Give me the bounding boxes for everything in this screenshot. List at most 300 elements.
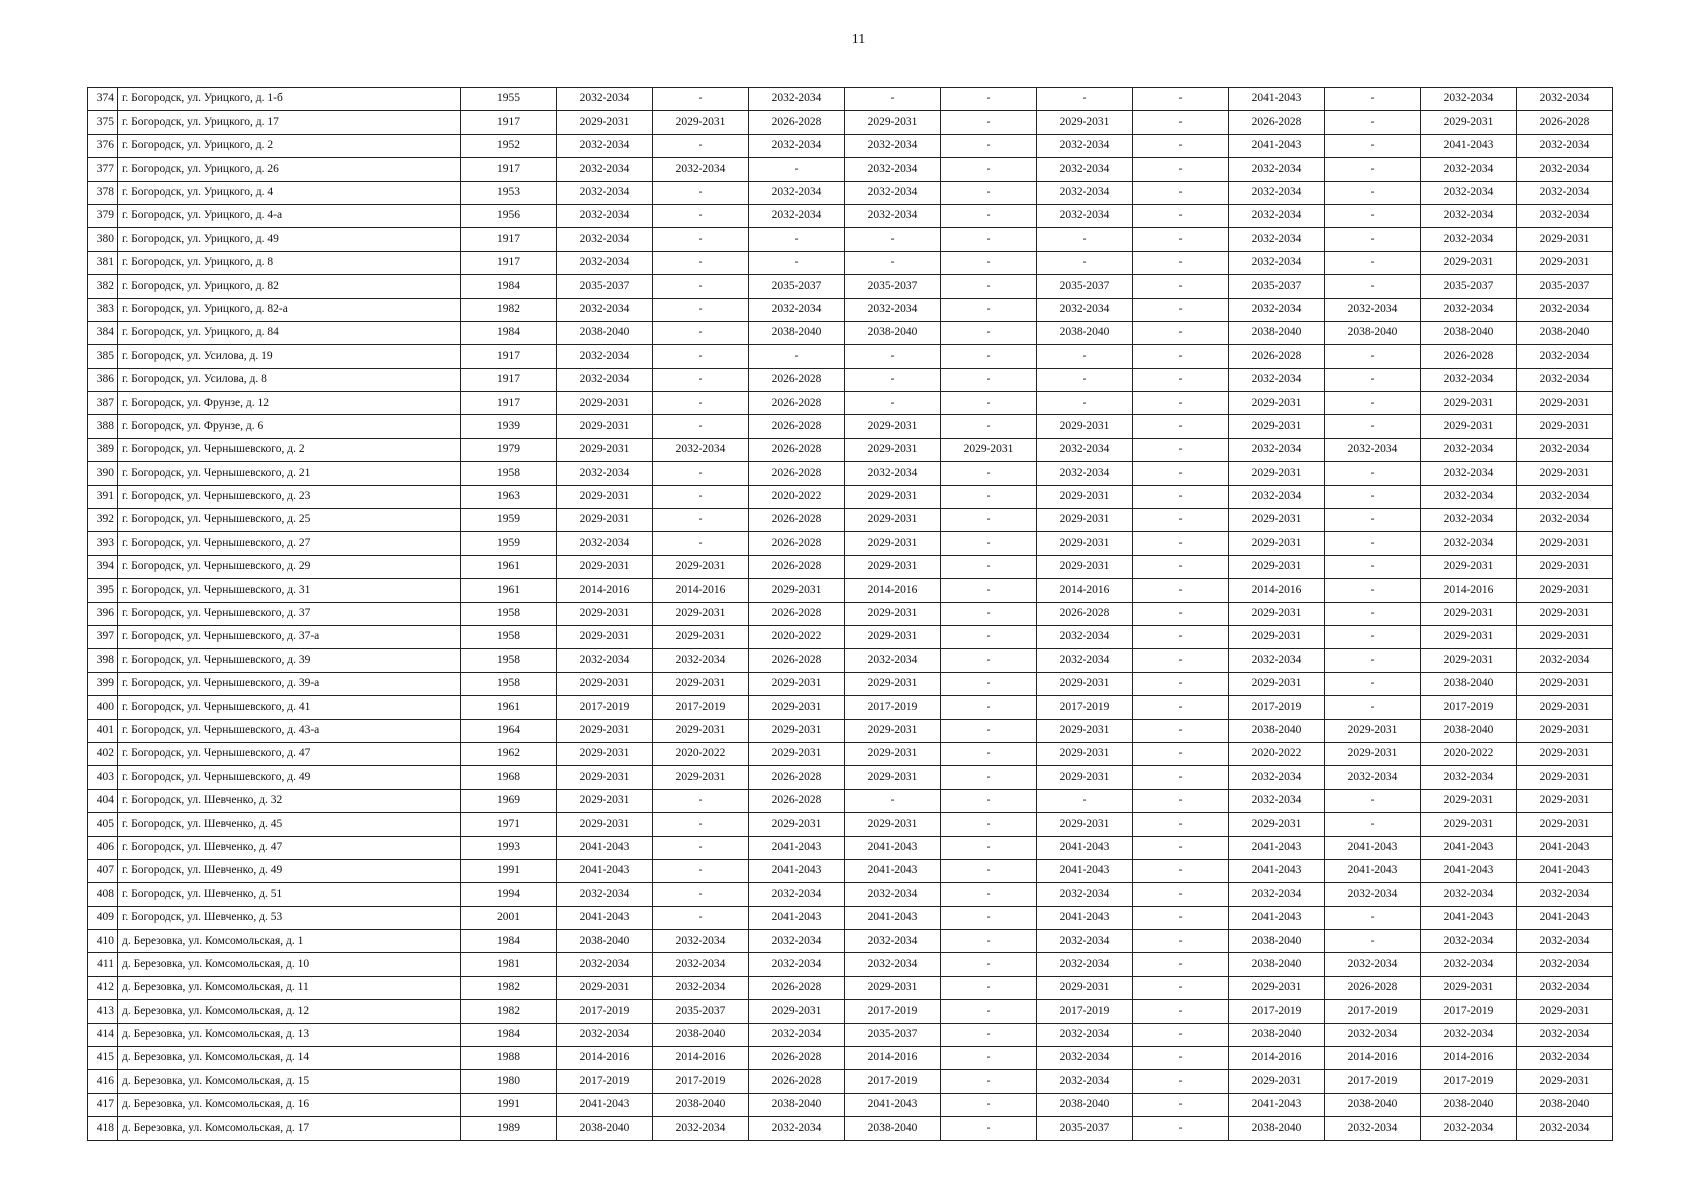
row-number-cell: 391 (88, 485, 118, 508)
period-8-cell: 2032-2034 (1229, 228, 1325, 251)
period-2-cell: - (653, 415, 749, 438)
address-cell: г. Богородск, ул. Чернышевского, д. 31 (118, 579, 461, 602)
address-cell: г. Богородск, ул. Чернышевского, д. 47 (118, 742, 461, 765)
period-5-cell: - (941, 930, 1037, 953)
period-3-cell: 2038-2040 (749, 321, 845, 344)
address-cell: г. Богородск, ул. Урицкого, д. 49 (118, 228, 461, 251)
period-8-cell: 2029-2031 (1229, 415, 1325, 438)
period-5-cell: - (941, 859, 1037, 882)
period-8-cell: 2035-2037 (1229, 275, 1325, 298)
row-number-cell: 380 (88, 228, 118, 251)
construction-year-cell: 1989 (461, 1117, 557, 1140)
period-7-cell: - (1133, 415, 1229, 438)
period-5-cell: - (941, 228, 1037, 251)
period-6-cell: 2032-2034 (1037, 158, 1133, 181)
construction-year-cell: 1917 (461, 345, 557, 368)
table-row (88, 813, 1613, 836)
period-11-cell: 2029-2031 (1517, 602, 1613, 625)
period-7-cell: - (1133, 298, 1229, 321)
row-number-cell: 375 (88, 111, 118, 134)
period-3-cell: 2029-2031 (749, 672, 845, 695)
period-4-cell: 2041-2043 (845, 906, 941, 929)
address-cell: г. Богородск, ул. Фрунзе, д. 12 (118, 392, 461, 415)
period-9-cell: 2017-2019 (1325, 1070, 1421, 1093)
period-7-cell: - (1133, 1117, 1229, 1140)
period-4-cell: 2032-2034 (845, 204, 941, 227)
row-number-cell: 407 (88, 859, 118, 882)
period-11-cell: 2029-2031 (1517, 579, 1613, 602)
address-cell: г. Богородск, ул. Урицкого, д. 4-а (118, 204, 461, 227)
period-5-cell: - (941, 204, 1037, 227)
row-number-cell: 387 (88, 392, 118, 415)
address-cell: г. Богородск, ул. Шевченко, д. 51 (118, 883, 461, 906)
period-10-cell: 2029-2031 (1421, 602, 1517, 625)
period-4-cell: 2029-2031 (845, 485, 941, 508)
period-5-cell: - (941, 368, 1037, 391)
period-11-cell: 2029-2031 (1517, 719, 1613, 742)
period-1-cell: 2029-2031 (557, 485, 653, 508)
period-3-cell: 2032-2034 (749, 930, 845, 953)
period-11-cell: 2032-2034 (1517, 1023, 1613, 1046)
period-3-cell: 2026-2028 (749, 438, 845, 461)
period-1-cell: 2017-2019 (557, 1070, 653, 1093)
table-row (88, 859, 1613, 882)
period-3-cell: 2026-2028 (749, 555, 845, 578)
construction-year-cell: 1971 (461, 813, 557, 836)
period-2-cell: - (653, 204, 749, 227)
period-10-cell: 2029-2031 (1421, 251, 1517, 274)
period-7-cell: - (1133, 836, 1229, 859)
period-10-cell: 2017-2019 (1421, 696, 1517, 719)
period-1-cell: 2032-2034 (557, 883, 653, 906)
period-3-cell: 2029-2031 (749, 1000, 845, 1023)
period-6-cell: - (1037, 228, 1133, 251)
period-9-cell: - (1325, 696, 1421, 719)
address-cell: г. Богородск, ул. Чернышевского, д. 39-а (118, 672, 461, 695)
period-9-cell: - (1325, 509, 1421, 532)
period-9-cell: - (1325, 532, 1421, 555)
period-5-cell: - (941, 1093, 1037, 1116)
period-3-cell: 2026-2028 (749, 789, 845, 812)
period-5-cell: - (941, 392, 1037, 415)
construction-year-cell: 1939 (461, 415, 557, 438)
period-2-cell: - (653, 251, 749, 274)
period-5-cell: - (941, 158, 1037, 181)
period-8-cell: 2041-2043 (1229, 906, 1325, 929)
construction-year-cell: 1917 (461, 111, 557, 134)
period-3-cell: 2029-2031 (749, 719, 845, 742)
period-2-cell: 2029-2031 (653, 766, 749, 789)
period-7-cell: - (1133, 953, 1229, 976)
period-9-cell: - (1325, 158, 1421, 181)
period-6-cell: 2032-2034 (1037, 883, 1133, 906)
period-7-cell: - (1133, 696, 1229, 719)
table-row (88, 321, 1613, 344)
period-11-cell: 2032-2034 (1517, 976, 1613, 999)
period-5-cell: - (941, 953, 1037, 976)
period-5-cell: - (941, 88, 1037, 111)
period-4-cell: 2041-2043 (845, 836, 941, 859)
row-number-cell: 416 (88, 1070, 118, 1093)
period-8-cell: 2014-2016 (1229, 579, 1325, 602)
period-6-cell: 2032-2034 (1037, 1047, 1133, 1070)
construction-year-cell: 1994 (461, 883, 557, 906)
period-10-cell: 2029-2031 (1421, 789, 1517, 812)
period-10-cell: 2029-2031 (1421, 649, 1517, 672)
address-cell: г. Богородск, ул. Чернышевского, д. 21 (118, 462, 461, 485)
period-9-cell: - (1325, 228, 1421, 251)
period-4-cell: 2029-2031 (845, 111, 941, 134)
period-11-cell: 2032-2034 (1517, 1047, 1613, 1070)
period-9-cell: 2032-2034 (1325, 438, 1421, 461)
row-number-cell: 405 (88, 813, 118, 836)
period-1-cell: 2017-2019 (557, 696, 653, 719)
period-7-cell: - (1133, 602, 1229, 625)
period-8-cell: 2029-2031 (1229, 555, 1325, 578)
period-3-cell: 2026-2028 (749, 976, 845, 999)
construction-year-cell: 1955 (461, 88, 557, 111)
row-number-cell: 406 (88, 836, 118, 859)
period-6-cell: 2029-2031 (1037, 672, 1133, 695)
row-number-cell: 411 (88, 953, 118, 976)
period-2-cell: - (653, 134, 749, 157)
construction-year-cell: 1958 (461, 602, 557, 625)
row-number-cell: 396 (88, 602, 118, 625)
period-8-cell: 2029-2031 (1229, 532, 1325, 555)
period-5-cell: - (941, 298, 1037, 321)
period-9-cell: - (1325, 672, 1421, 695)
period-9-cell: - (1325, 930, 1421, 953)
construction-year-cell: 1984 (461, 1023, 557, 1046)
table-row (88, 392, 1613, 415)
period-2-cell: 2032-2034 (653, 1117, 749, 1140)
period-6-cell: - (1037, 345, 1133, 368)
period-6-cell: 2032-2034 (1037, 438, 1133, 461)
construction-year-cell: 1958 (461, 672, 557, 695)
period-5-cell: - (941, 1000, 1037, 1023)
period-11-cell: 2032-2034 (1517, 181, 1613, 204)
period-9-cell: - (1325, 579, 1421, 602)
table-row (88, 438, 1613, 461)
period-10-cell: 2032-2034 (1421, 485, 1517, 508)
period-2-cell: - (653, 509, 749, 532)
period-7-cell: - (1133, 321, 1229, 344)
period-8-cell: 2032-2034 (1229, 181, 1325, 204)
period-7-cell: - (1133, 719, 1229, 742)
period-2-cell: - (653, 883, 749, 906)
period-8-cell: 2041-2043 (1229, 859, 1325, 882)
period-10-cell: 2032-2034 (1421, 368, 1517, 391)
period-7-cell: - (1133, 1070, 1229, 1093)
period-6-cell: 2032-2034 (1037, 953, 1133, 976)
period-1-cell: 2029-2031 (557, 555, 653, 578)
period-2-cell: 2014-2016 (653, 579, 749, 602)
period-10-cell: 2038-2040 (1421, 321, 1517, 344)
table-row (88, 602, 1613, 625)
address-cell: г. Богородск, ул. Усилова, д. 8 (118, 368, 461, 391)
period-4-cell: - (845, 392, 941, 415)
construction-year-cell: 1961 (461, 579, 557, 602)
period-4-cell: 2041-2043 (845, 859, 941, 882)
address-cell: г. Богородск, ул. Чернышевского, д. 23 (118, 485, 461, 508)
construction-year-cell: 1982 (461, 298, 557, 321)
period-3-cell: 2032-2034 (749, 134, 845, 157)
period-2-cell: 2038-2040 (653, 1093, 749, 1116)
address-cell: г. Богородск, ул. Чернышевского, д. 39 (118, 649, 461, 672)
construction-year-cell: 1964 (461, 719, 557, 742)
table-row (88, 719, 1613, 742)
construction-year-cell: 1961 (461, 555, 557, 578)
construction-year-cell: 1953 (461, 181, 557, 204)
period-4-cell: 2038-2040 (845, 321, 941, 344)
period-4-cell: 2032-2034 (845, 930, 941, 953)
row-number-cell: 389 (88, 438, 118, 461)
period-7-cell: - (1133, 509, 1229, 532)
period-11-cell: 2032-2034 (1517, 649, 1613, 672)
row-number-cell: 382 (88, 275, 118, 298)
address-cell: г. Богородск, ул. Чернышевского, д. 27 (118, 532, 461, 555)
period-8-cell: 2029-2031 (1229, 813, 1325, 836)
period-5-cell: - (941, 906, 1037, 929)
period-9-cell: - (1325, 462, 1421, 485)
period-8-cell: 2038-2040 (1229, 953, 1325, 976)
address-cell: г. Богородск, ул. Урицкого, д. 82-а (118, 298, 461, 321)
period-2-cell: 2032-2034 (653, 930, 749, 953)
period-1-cell: 2032-2034 (557, 251, 653, 274)
period-10-cell: 2032-2034 (1421, 1117, 1517, 1140)
address-cell: г. Богородск, ул. Чернышевского, д. 37-а (118, 625, 461, 648)
row-number-cell: 376 (88, 134, 118, 157)
period-5-cell: - (941, 321, 1037, 344)
period-2-cell: 2035-2037 (653, 1000, 749, 1023)
period-6-cell: 2029-2031 (1037, 766, 1133, 789)
period-4-cell: 2029-2031 (845, 976, 941, 999)
period-2-cell: 2014-2016 (653, 1047, 749, 1070)
period-8-cell: 2038-2040 (1229, 719, 1325, 742)
period-10-cell: 2041-2043 (1421, 906, 1517, 929)
period-6-cell: 2032-2034 (1037, 1023, 1133, 1046)
address-cell: д. Березовка, ул. Комсомольская, д. 15 (118, 1070, 461, 1093)
period-3-cell: 2026-2028 (749, 415, 845, 438)
period-10-cell: 2032-2034 (1421, 509, 1517, 532)
period-2-cell: 2032-2034 (653, 976, 749, 999)
period-8-cell: 2032-2034 (1229, 298, 1325, 321)
period-9-cell: - (1325, 345, 1421, 368)
period-10-cell: 2029-2031 (1421, 415, 1517, 438)
row-number-cell: 402 (88, 742, 118, 765)
period-4-cell: - (845, 88, 941, 111)
construction-year-cell: 1956 (461, 204, 557, 227)
period-3-cell: 2020-2022 (749, 625, 845, 648)
period-10-cell: 2029-2031 (1421, 392, 1517, 415)
table-row (88, 368, 1613, 391)
period-8-cell: 2032-2034 (1229, 485, 1325, 508)
period-1-cell: 2029-2031 (557, 813, 653, 836)
period-8-cell: 2032-2034 (1229, 204, 1325, 227)
construction-year-cell: 1988 (461, 1047, 557, 1070)
period-10-cell: 2035-2037 (1421, 275, 1517, 298)
period-9-cell: 2032-2034 (1325, 1117, 1421, 1140)
period-11-cell: 2029-2031 (1517, 555, 1613, 578)
row-number-cell: 400 (88, 696, 118, 719)
row-number-cell: 386 (88, 368, 118, 391)
period-1-cell: 2029-2031 (557, 111, 653, 134)
period-8-cell: 2029-2031 (1229, 392, 1325, 415)
period-11-cell: 2026-2028 (1517, 111, 1613, 134)
period-11-cell: 2032-2034 (1517, 134, 1613, 157)
period-4-cell: 2032-2034 (845, 158, 941, 181)
period-3-cell: 2026-2028 (749, 368, 845, 391)
period-4-cell: 2032-2034 (845, 462, 941, 485)
period-10-cell: 2014-2016 (1421, 1047, 1517, 1070)
period-10-cell: 2032-2034 (1421, 532, 1517, 555)
construction-year-cell: 1963 (461, 485, 557, 508)
period-11-cell: 2032-2034 (1517, 298, 1613, 321)
table-row (88, 579, 1613, 602)
period-1-cell: 2014-2016 (557, 579, 653, 602)
table-row (88, 532, 1613, 555)
period-1-cell: 2029-2031 (557, 742, 653, 765)
period-11-cell: 2032-2034 (1517, 509, 1613, 532)
period-1-cell: 2014-2016 (557, 1047, 653, 1070)
table-row (88, 672, 1613, 695)
period-3-cell: 2035-2037 (749, 275, 845, 298)
table-row (88, 462, 1613, 485)
construction-year-cell: 1958 (461, 649, 557, 672)
address-cell: г. Богородск, ул. Фрунзе, д. 6 (118, 415, 461, 438)
table-row (88, 766, 1613, 789)
period-9-cell: - (1325, 275, 1421, 298)
table-row (88, 485, 1613, 508)
period-11-cell: 2032-2034 (1517, 883, 1613, 906)
period-2-cell: 2032-2034 (653, 158, 749, 181)
address-cell: г. Богородск, ул. Чернышевского, д. 25 (118, 509, 461, 532)
period-4-cell: 2017-2019 (845, 1070, 941, 1093)
period-1-cell: 2029-2031 (557, 509, 653, 532)
period-8-cell: 2029-2031 (1229, 1070, 1325, 1093)
period-10-cell: 2041-2043 (1421, 836, 1517, 859)
period-8-cell: 2026-2028 (1229, 345, 1325, 368)
period-6-cell: 2026-2028 (1037, 602, 1133, 625)
period-6-cell: 2029-2031 (1037, 485, 1133, 508)
period-11-cell: 2029-2031 (1517, 532, 1613, 555)
period-1-cell: 2029-2031 (557, 602, 653, 625)
period-7-cell: - (1133, 813, 1229, 836)
period-2-cell: 2017-2019 (653, 696, 749, 719)
period-8-cell: 2032-2034 (1229, 883, 1325, 906)
period-11-cell: 2029-2031 (1517, 1000, 1613, 1023)
period-7-cell: - (1133, 158, 1229, 181)
period-6-cell: 2038-2040 (1037, 1093, 1133, 1116)
period-3-cell: 2032-2034 (749, 298, 845, 321)
period-5-cell: - (941, 579, 1037, 602)
period-9-cell: - (1325, 88, 1421, 111)
period-1-cell: 2038-2040 (557, 321, 653, 344)
period-6-cell: 2041-2043 (1037, 859, 1133, 882)
period-2-cell: - (653, 485, 749, 508)
period-8-cell: 2026-2028 (1229, 111, 1325, 134)
period-9-cell: - (1325, 251, 1421, 274)
row-number-cell: 403 (88, 766, 118, 789)
period-11-cell: 2032-2034 (1517, 438, 1613, 461)
period-6-cell: 2014-2016 (1037, 579, 1133, 602)
period-11-cell: 2029-2031 (1517, 228, 1613, 251)
construction-year-cell: 1959 (461, 509, 557, 532)
row-number-cell: 392 (88, 509, 118, 532)
period-5-cell: - (941, 111, 1037, 134)
period-6-cell: 2032-2034 (1037, 1070, 1133, 1093)
table-row (88, 906, 1613, 929)
period-7-cell: - (1133, 649, 1229, 672)
row-number-cell: 398 (88, 649, 118, 672)
table-row (88, 298, 1613, 321)
period-4-cell: 2029-2031 (845, 813, 941, 836)
period-4-cell: 2035-2037 (845, 275, 941, 298)
period-2-cell: - (653, 789, 749, 812)
period-5-cell: - (941, 672, 1037, 695)
address-cell: г. Богородск, ул. Урицкого, д. 4 (118, 181, 461, 204)
period-5-cell: - (941, 181, 1037, 204)
period-2-cell: - (653, 859, 749, 882)
period-9-cell: - (1325, 181, 1421, 204)
period-10-cell: 2026-2028 (1421, 345, 1517, 368)
period-2-cell: 2029-2031 (653, 555, 749, 578)
period-10-cell: 2032-2034 (1421, 181, 1517, 204)
period-2-cell: - (653, 275, 749, 298)
period-6-cell: 2032-2034 (1037, 181, 1133, 204)
row-number-cell: 377 (88, 158, 118, 181)
period-3-cell: 2026-2028 (749, 392, 845, 415)
period-10-cell: 2038-2040 (1421, 672, 1517, 695)
address-cell: г. Богородск, ул. Урицкого, д. 84 (118, 321, 461, 344)
period-10-cell: 2032-2034 (1421, 158, 1517, 181)
period-3-cell: - (749, 228, 845, 251)
period-6-cell: 2029-2031 (1037, 415, 1133, 438)
period-6-cell: 2029-2031 (1037, 813, 1133, 836)
period-10-cell: 2032-2034 (1421, 88, 1517, 111)
period-3-cell: 2032-2034 (749, 883, 845, 906)
period-3-cell: 2038-2040 (749, 1093, 845, 1116)
period-8-cell: 2032-2034 (1229, 158, 1325, 181)
period-7-cell: - (1133, 789, 1229, 812)
period-3-cell: 2026-2028 (749, 532, 845, 555)
period-2-cell: - (653, 181, 749, 204)
period-11-cell: 2029-2031 (1517, 1070, 1613, 1093)
address-cell: г. Богородск, ул. Урицкого, д. 82 (118, 275, 461, 298)
period-11-cell: 2029-2031 (1517, 766, 1613, 789)
construction-year-cell: 2001 (461, 906, 557, 929)
period-7-cell: - (1133, 1093, 1229, 1116)
period-3-cell: 2020-2022 (749, 485, 845, 508)
period-4-cell: 2017-2019 (845, 1000, 941, 1023)
period-11-cell: 2032-2034 (1517, 1117, 1613, 1140)
period-7-cell: - (1133, 672, 1229, 695)
period-10-cell: 2032-2034 (1421, 883, 1517, 906)
period-4-cell: 2041-2043 (845, 1093, 941, 1116)
period-5-cell: - (941, 1047, 1037, 1070)
construction-year-cell: 1969 (461, 789, 557, 812)
period-2-cell: 2032-2034 (653, 438, 749, 461)
period-8-cell: 2032-2034 (1229, 368, 1325, 391)
period-2-cell: 2017-2019 (653, 1070, 749, 1093)
period-8-cell: 2029-2031 (1229, 462, 1325, 485)
period-5-cell: 2029-2031 (941, 438, 1037, 461)
period-5-cell: - (941, 134, 1037, 157)
row-number-cell: 417 (88, 1093, 118, 1116)
period-5-cell: - (941, 462, 1037, 485)
period-7-cell: - (1133, 181, 1229, 204)
period-6-cell: - (1037, 368, 1133, 391)
